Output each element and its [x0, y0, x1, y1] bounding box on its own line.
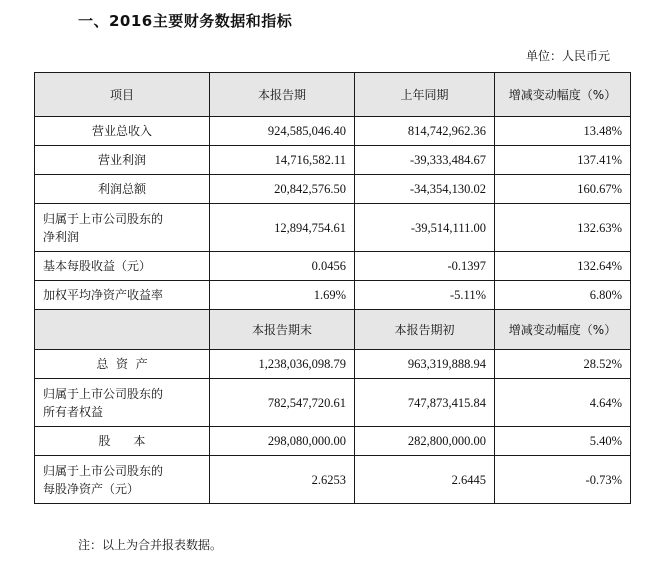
- change-value: 6.80%: [495, 281, 631, 310]
- current-value: 12,894,754.61: [210, 204, 355, 252]
- column-header-period-end: 本报告期末: [210, 310, 355, 350]
- table-row: [35, 252, 631, 281]
- current-value: 1,238,036,098.79: [210, 350, 355, 379]
- current-value: 782,547,720.61: [210, 379, 355, 427]
- table-row: [35, 379, 631, 427]
- table-header-row: [35, 73, 631, 117]
- change-value: 13.48%: [495, 117, 631, 146]
- current-value: 14,716,582.11: [210, 146, 355, 175]
- table-row: [35, 281, 631, 310]
- table-row: [35, 117, 631, 146]
- change-value: 160.67%: [495, 175, 631, 204]
- row-label-line1: 归属于上市公司股东的: [43, 463, 164, 478]
- current-value: 0.0456: [210, 252, 355, 281]
- row-label-line1: 归属于上市公司股东的: [43, 386, 164, 401]
- change-value: 132.64%: [495, 252, 631, 281]
- section-title: 一、2016主要财务数据和指标: [78, 12, 293, 30]
- row-label: 基本每股收益（元）: [35, 252, 210, 281]
- row-label-line1: 归属于上市公司股东的: [43, 211, 164, 226]
- row-label: 营业利润: [35, 146, 210, 175]
- column-header-current-period: 本报告期: [210, 73, 355, 117]
- row-label: 利润总额: [35, 175, 210, 204]
- previous-value: 747,873,415.84: [355, 379, 495, 427]
- row-label: 股 本: [35, 427, 210, 456]
- previous-value: 2.6445: [355, 456, 495, 504]
- current-value: 1.69%: [210, 281, 355, 310]
- previous-value: -34,354,130.02: [355, 175, 495, 204]
- previous-value: 814,742,962.36: [355, 117, 495, 146]
- financial-data-table: [34, 72, 631, 504]
- row-label-line2: 净利润: [43, 229, 80, 244]
- change-value: -0.73%: [495, 456, 631, 504]
- column-header-item: 项目: [35, 73, 210, 117]
- current-value: 298,080,000.00: [210, 427, 355, 456]
- footnote: 注：以上为合并报表数据。: [78, 538, 223, 552]
- table-row: [35, 175, 631, 204]
- table-subheader-row: [35, 310, 631, 350]
- column-header-change-rate: 增减变动幅度（%）: [495, 73, 631, 117]
- previous-value: 282,800,000.00: [355, 427, 495, 456]
- currency-unit-label: 单位：人民币元: [525, 49, 610, 63]
- table-row: [35, 427, 631, 456]
- row-label: [35, 456, 210, 504]
- table-row: [35, 456, 631, 504]
- row-label: 总 资 产: [35, 350, 210, 379]
- column-header-period-start: 本报告期初: [355, 310, 495, 350]
- previous-value: -5.11%: [355, 281, 495, 310]
- current-value: 20,842,576.50: [210, 175, 355, 204]
- table-row: [35, 146, 631, 175]
- change-value: 4.64%: [495, 379, 631, 427]
- previous-value: -39,514,111.00: [355, 204, 495, 252]
- previous-value: -39,333,484.67: [355, 146, 495, 175]
- current-value: 924,585,046.40: [210, 117, 355, 146]
- change-value: 132.63%: [495, 204, 631, 252]
- previous-value: 963,319,888.94: [355, 350, 495, 379]
- change-value: 5.40%: [495, 427, 631, 456]
- previous-value: -0.1397: [355, 252, 495, 281]
- change-value: 28.52%: [495, 350, 631, 379]
- current-value: 2.6253: [210, 456, 355, 504]
- row-label: [35, 204, 210, 252]
- column-header-prior-year-period: 上年同期: [355, 73, 495, 117]
- row-label: 加权平均净资产收益率: [35, 281, 210, 310]
- table-row: [35, 204, 631, 252]
- row-label: [35, 379, 210, 427]
- change-value: 137.41%: [495, 146, 631, 175]
- column-header-change-rate: 增减变动幅度（%）: [495, 310, 631, 350]
- row-label: 营业总收入: [35, 117, 210, 146]
- column-header-blank: [35, 310, 210, 350]
- row-label-line2: 每股净资产（元）: [43, 481, 140, 496]
- row-label-line2: 所有者权益: [43, 404, 104, 419]
- table-row: [35, 350, 631, 379]
